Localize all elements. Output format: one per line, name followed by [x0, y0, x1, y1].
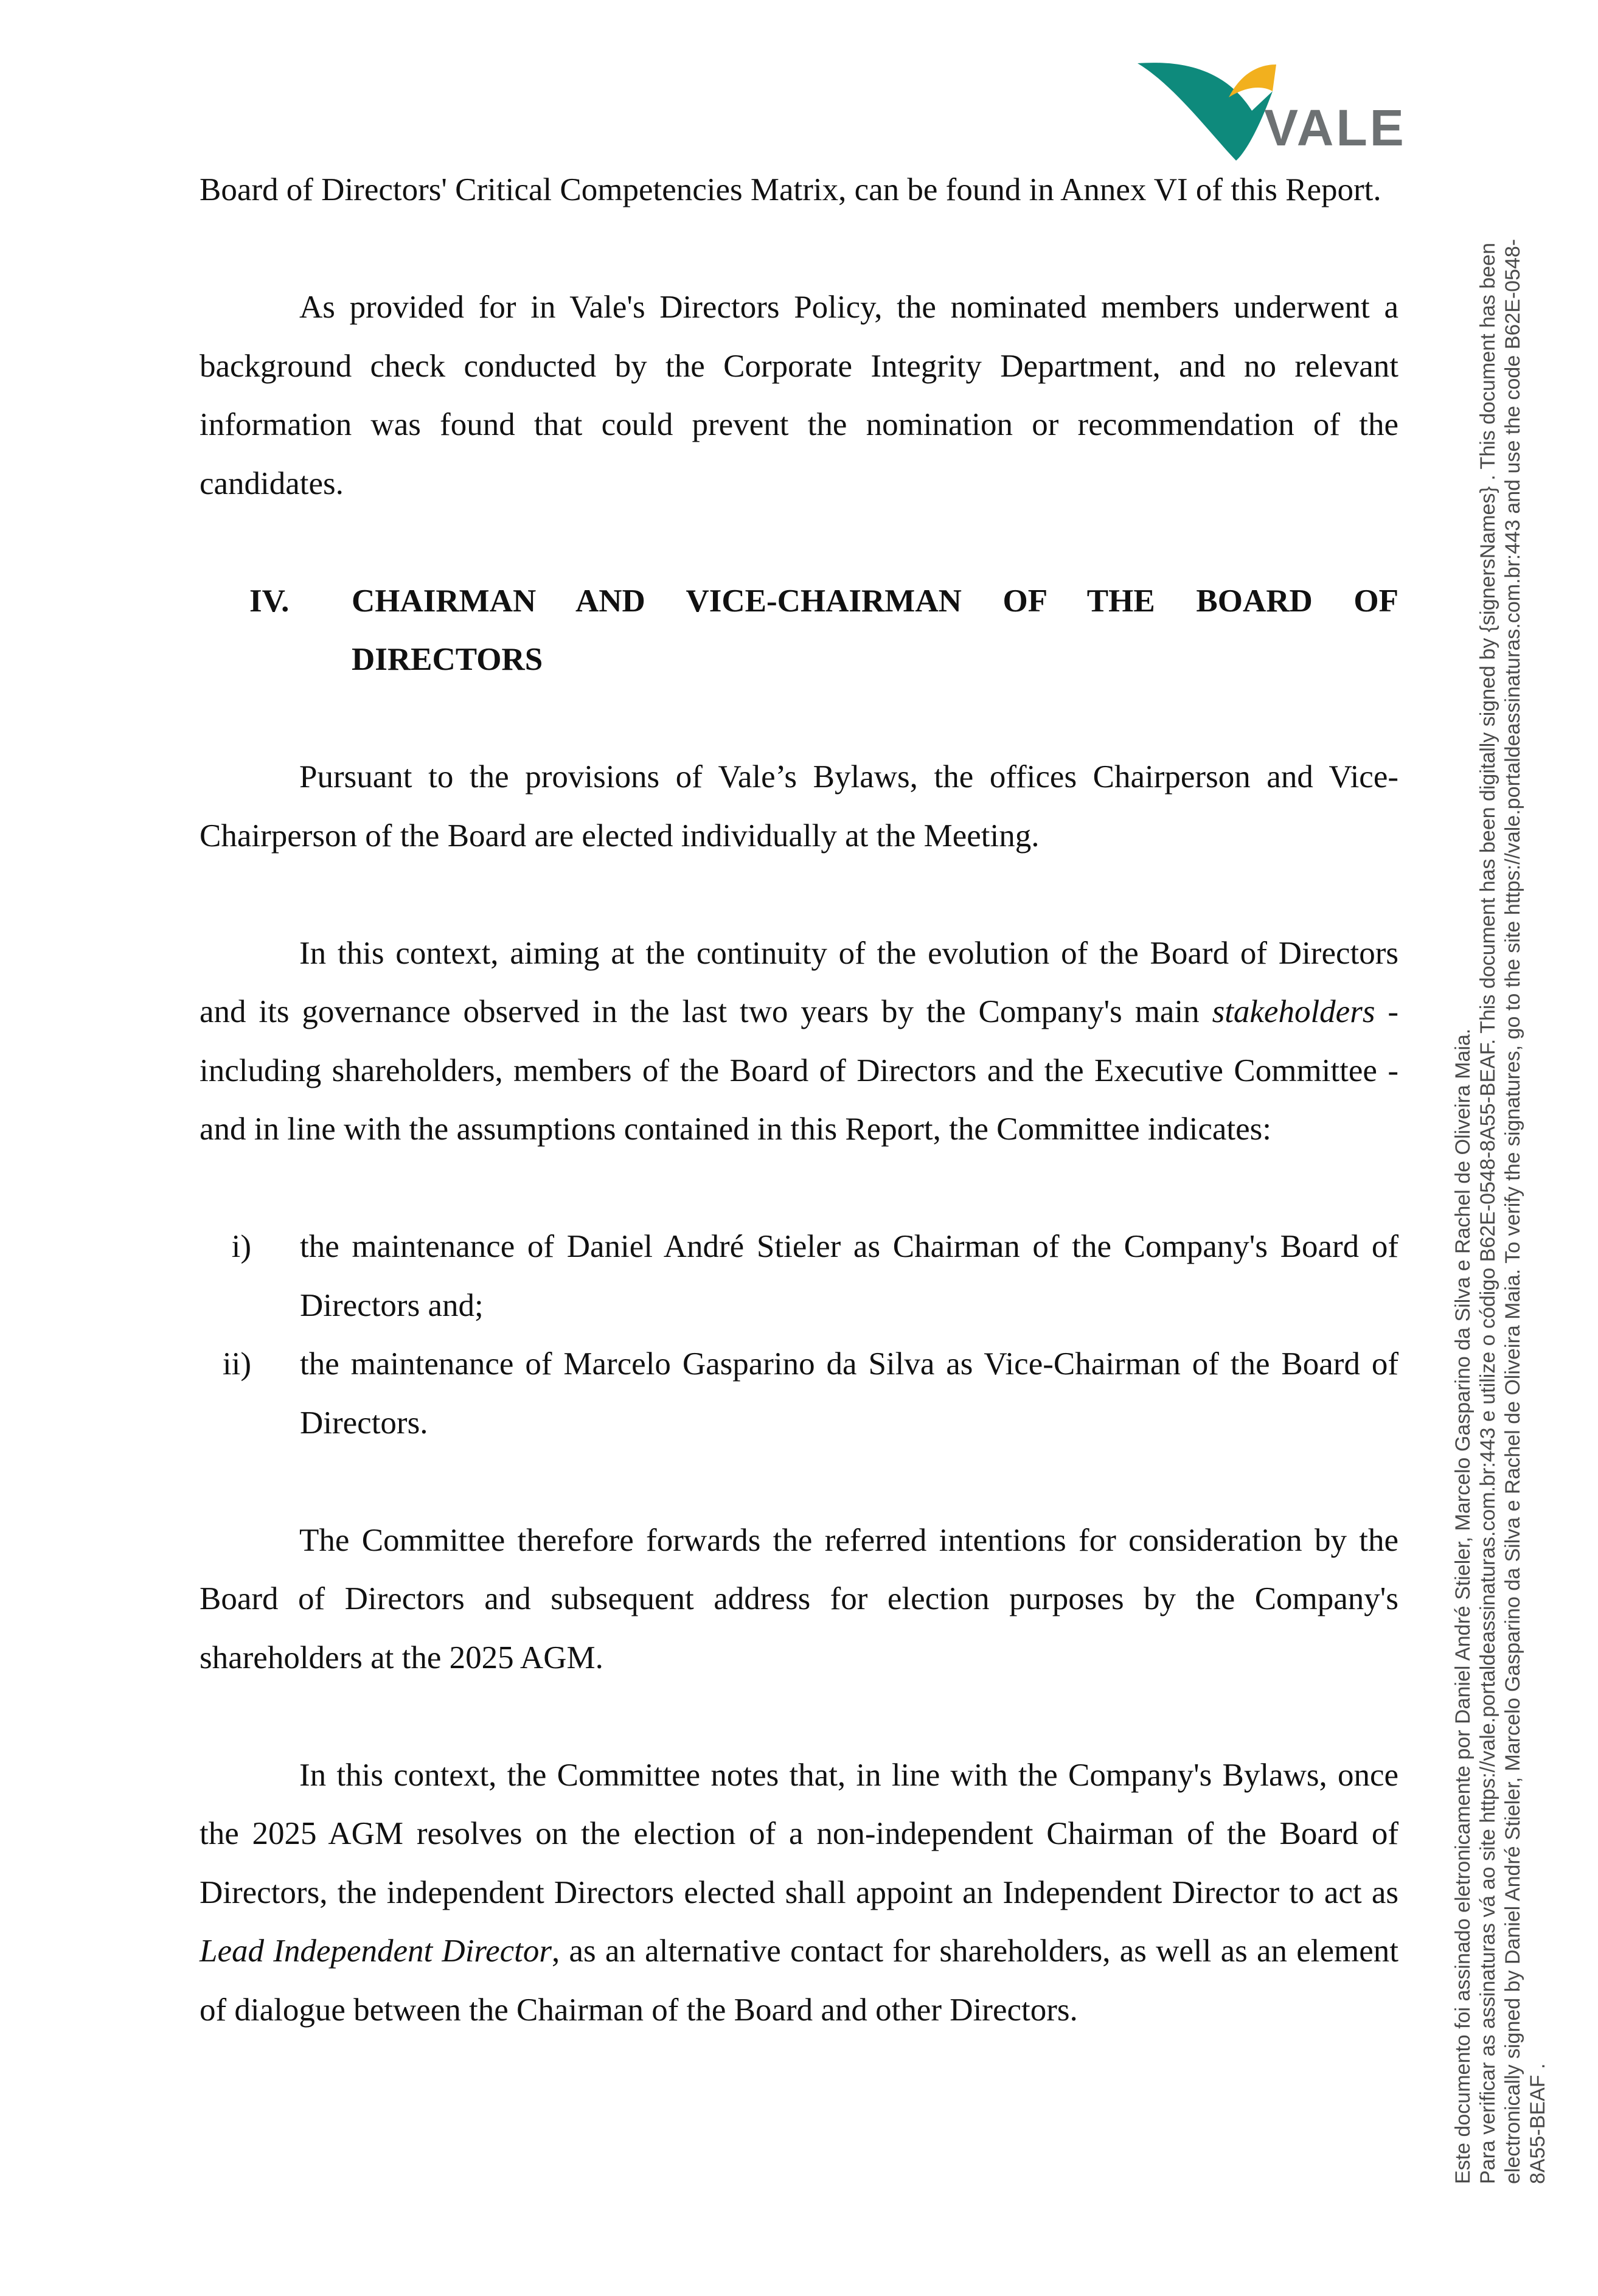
paragraph-context-part-1: In this context, aiming at the continuity of the evolution of the Board of Directors and its governance observed in the last two years by the Company's main	[200, 935, 1398, 1029]
paragraph-lead-part-1: In this context, the Committee notes that, in line with the Company's Bylaws, once the 2025 AGM resolves on the election of a non-independent Chairman of the Board of Directors, the independent Directors elected shall appoint an Independent Director to act as	[200, 1757, 1398, 1910]
section-number: IV.	[249, 583, 290, 619]
list-item-vice-chairman	[200, 1335, 1398, 1452]
paragraph-background-check: As provided for in Vale's Directors Policy, the nominated members underwent a background check conducted by the Corporate Integrity Department, and no relevant information was found that could prevent the nomination or recommendation of the candidates.	[200, 290, 1398, 501]
list-text-vice-chairman: the maintenance of Marcelo Gasparino da Silva as Vice-Chairman of the Board of Directors.	[300, 1346, 1398, 1441]
document-body	[200, 161, 1398, 2039]
signature-stamp-line-1: Este documento foi assinado eletronicamente por Daniel André Stieler, Marcelo Gasparino da Silva e Rachel de Oliveira Maia.	[1451, 1028, 1475, 2184]
vale-logo-wordmark: VALE	[1264, 99, 1406, 156]
signature-stamp-line-4: 8A55-BEAF .	[1526, 2063, 1549, 2184]
vale-logo-yellow-shape	[1229, 64, 1276, 97]
section-heading	[200, 572, 1398, 689]
list-text-chairman: the maintenance of Daniel André Stieler as Chairman of the Company's Board of Directors and;	[300, 1229, 1398, 1323]
paragraph-lead-independent-director	[200, 1746, 1398, 2040]
paragraph-context-part-2: - including shareholders, members of the Board of Directors and the Executive Committee - and in line with the assumptions contained in this Report, the Committee indicates:	[200, 994, 1399, 1147]
section-title-line-2: DIRECTORS	[352, 642, 543, 677]
signature-stamp-line-2: Para verificar as assinaturas vá ao site https://vale.portaldeassinaturas.com.br:443 e utilize o código B62E-0548-8A55-BEAF. This document has been digitally signed by {signersNames} . This document has been	[1476, 243, 1499, 2184]
paragraph-committee-forwards: The Committee therefore forwards the referred intentions for consideration by the Board of Directors and subsequent address for election purposes by the Company's shareholders at the 2025 AGM.	[200, 1522, 1398, 1675]
lead-independent-director-italic: Lead Independent Director	[200, 1933, 552, 1969]
list-item-chairman	[200, 1217, 1398, 1335]
stakeholders-italic: stakeholders	[1212, 994, 1375, 1029]
paragraph-competencies-matrix: Board of Directors' Critical Competencies Matrix, can be found in Annex VI of this Report.	[200, 172, 1381, 207]
paragraph-bylaws-offices: Pursuant to the provisions of Vale’s Bylaws, the offices Chairperson and Vice-Chairperson of the Board are elected individually at the Meeting.	[200, 759, 1398, 854]
section-title-line-1: CHAIRMAN AND VICE-CHAIRMAN OF THE BOARD OF	[352, 583, 1398, 619]
list-marker-i: i)	[231, 1229, 251, 1264]
list-marker-ii: ii)	[222, 1346, 251, 1382]
signature-stamp-line-3: electronically signed by Daniel André Stieler, Marcelo Gasparino da Silva e Rachel de Oliveira Maia. To verify the signatures, go to the site https://vale.portaldeassinaturas.com.br:443 and use the code B62E-0548-	[1501, 238, 1524, 2184]
paragraph-context-stakeholders	[200, 924, 1398, 1159]
signature-stamp	[1451, 43, 1551, 2184]
paragraph-lead-part-2: , as an alternative contact for shareholders, as well as an element of dialogue between the Chairman of the Board and other Directors.	[200, 1933, 1398, 2028]
